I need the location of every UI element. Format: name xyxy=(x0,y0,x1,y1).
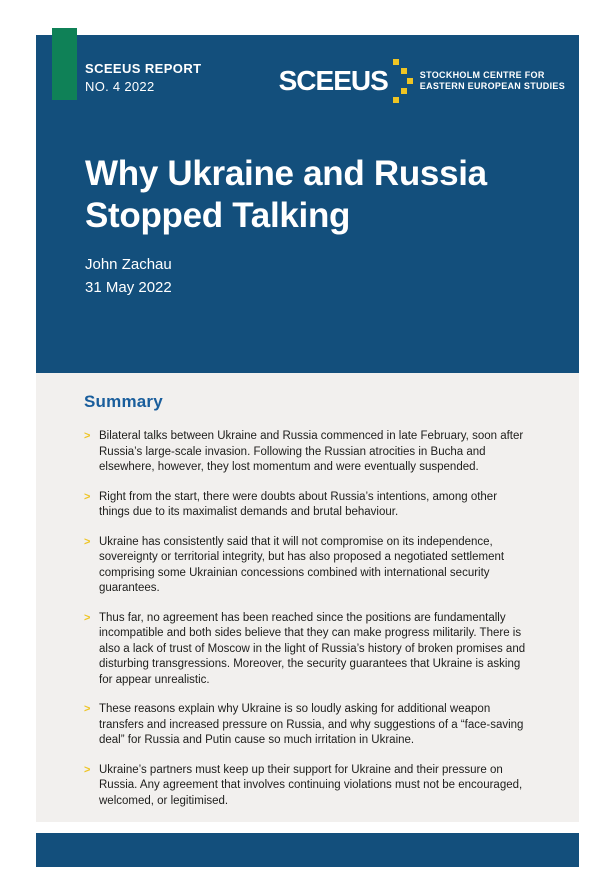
report-author: John Zachau xyxy=(85,256,172,273)
summary-item xyxy=(84,490,529,521)
chevron-bullet-icon: > xyxy=(84,430,91,442)
summary-item-text: Ukraine has consistently said that it will not compromise on its independence, sovereignty or territorial integrity, but has also proposed a negotiated settlement comprising some Ukrainian concessions combined with international security guarantees. xyxy=(99,535,505,594)
logo-tagline-line1: STOCKHOLM CENTRE FOR xyxy=(419,70,545,80)
chevron-bullet-icon: > xyxy=(84,763,91,776)
summary-item xyxy=(84,702,529,749)
footer-bar xyxy=(36,833,579,867)
report-series-label: SCEEUS REPORT xyxy=(85,61,202,76)
summary-item-text: Thus far, no agreement has been reached since the positions are fundamentally incompatible and both sides believe that they can make progress militarily. There is also a lack of trust of Moscow in the light of Russia’s history of broken promises and disturbing transgressions. Moreover, the security guarantees that Ukraine is asking for appear unrealistic. xyxy=(99,611,526,686)
hero-banner xyxy=(36,35,579,373)
summary-item-text: Right from the start, there were doubts about Russia’s intentions, among other things due to its maximalist demands and brutal behaviour. xyxy=(99,490,498,518)
chevron-bullet-icon: > xyxy=(84,703,91,715)
report-title-line2: Stopped Talking xyxy=(85,196,351,235)
summary-item xyxy=(84,763,529,810)
report-identifier xyxy=(85,60,201,96)
report-date: 31 May 2022 xyxy=(85,279,172,296)
chevron-bullet-icon: > xyxy=(84,611,91,624)
report-byline xyxy=(85,253,172,299)
summary-list xyxy=(84,429,529,823)
sceeus-wordmark: SCEEUS xyxy=(278,65,388,96)
summary-item-text: These reasons explain why Ukraine is so loudly asking for additional weapon transfers and increased pressure on Russia, and why suggestions of a “face-saving deal” for Russia and Putin cause so much irritation in Ukraine. xyxy=(99,703,524,746)
report-title xyxy=(85,153,487,237)
summary-heading: Summary xyxy=(84,392,163,411)
report-title-line1: Why Ukraine and Russia xyxy=(85,154,487,193)
summary-item xyxy=(84,535,529,597)
logo-tagline-line2: EASTERN EUROPEAN STUDIES xyxy=(419,81,565,91)
sceeus-logo xyxy=(279,59,565,103)
summary-item-text: Bilateral talks between Ukraine and Russia commenced in late February, soon after Russia’s large-scale invasion. Following the Russian atrocities in Bucha and elsewhere, however, they lost momentum and were eventually suspended. xyxy=(99,430,524,473)
summary-item xyxy=(84,611,529,689)
green-accent-bar xyxy=(52,28,77,100)
chevron-bullet-icon: > xyxy=(84,490,91,503)
summary-item xyxy=(84,429,529,476)
summary-item-text: Ukraine’s partners must keep up their support for Ukraine and their pressure on Russia. Any agreement that involves continuing violations must not be encouraged, welcomed, or legitimised. xyxy=(99,763,523,807)
report-number: NO. 4 2022 xyxy=(85,79,155,94)
summary-panel xyxy=(36,373,579,822)
chevron-bullet-icon: > xyxy=(84,535,91,548)
logo-tagline xyxy=(420,70,565,92)
dotted-chevron-icon xyxy=(392,59,414,103)
